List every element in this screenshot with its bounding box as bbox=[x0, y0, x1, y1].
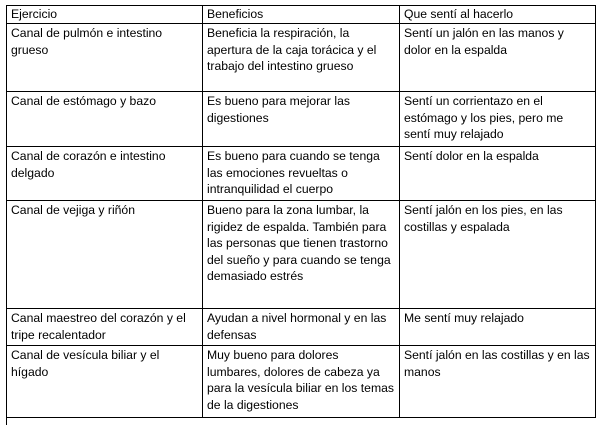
cell-ejercicio: Canal maestreo del corazón y el tripe recalentador bbox=[7, 309, 203, 346]
header-sentir: Que sentí al hacerlo bbox=[400, 6, 596, 24]
cell-beneficios: Bueno para la zona lumbar, la rigidez de espalda. También para las personas que tienen trastorno del sueño y para cuando se tenga demasiado estrés bbox=[203, 201, 400, 309]
cell-ejercicio: Canal de vejiga y riñón bbox=[7, 201, 203, 309]
cell-ejercicio: Canal de corazón e intestino delgado bbox=[7, 147, 203, 201]
header-row bbox=[7, 6, 596, 24]
cell-sentir: Sentí jalón en las costillas y en las manos bbox=[400, 346, 596, 418]
cell-sentir: Sentí jalón en los pies, en las costillas y espalada bbox=[400, 201, 596, 309]
cell-sentir: Sentí un corrientazo en el estómago y los pies, pero me sentí muy relajado bbox=[400, 92, 596, 147]
table-row bbox=[7, 346, 596, 418]
exercise-table bbox=[6, 5, 596, 418]
cell-beneficios: Es bueno para cuando se tenga las emociones revueltas o intranquilidad el cuerpo bbox=[203, 147, 400, 201]
cell-beneficios: Es bueno para mejorar las digestiones bbox=[203, 92, 400, 147]
table-row bbox=[7, 24, 596, 92]
table-row bbox=[7, 92, 596, 147]
cell-beneficios: Beneficia la respiración, la apertura de la caja torácica y el trabajo del intestino grueso bbox=[203, 24, 400, 92]
cell-ejercicio: Canal de estómago y bazo bbox=[7, 92, 203, 147]
header-ejercicio: Ejercicio bbox=[7, 6, 203, 24]
text-cursor bbox=[6, 417, 7, 425]
cell-sentir: Sentí un jalón en las manos y dolor en la espalda bbox=[400, 24, 596, 92]
cell-ejercicio: Canal de vesícula biliar y el hígado bbox=[7, 346, 203, 418]
cell-sentir: Me sentí muy relajado bbox=[400, 309, 596, 346]
table-row bbox=[7, 147, 596, 201]
cell-sentir: Sentí dolor en la espalda bbox=[400, 147, 596, 201]
table-row bbox=[7, 309, 596, 346]
cell-beneficios: Muy bueno para dolores lumbares, dolores de cabeza ya para la vesícula biliar en los temas de la digestiones bbox=[203, 346, 400, 418]
cell-ejercicio: Canal de pulmón e intestino grueso bbox=[7, 24, 203, 92]
header-beneficios: Beneficios bbox=[203, 6, 400, 24]
cell-beneficios: Ayudan a nivel hormonal y en las defensas bbox=[203, 309, 400, 346]
table-row bbox=[7, 201, 596, 309]
